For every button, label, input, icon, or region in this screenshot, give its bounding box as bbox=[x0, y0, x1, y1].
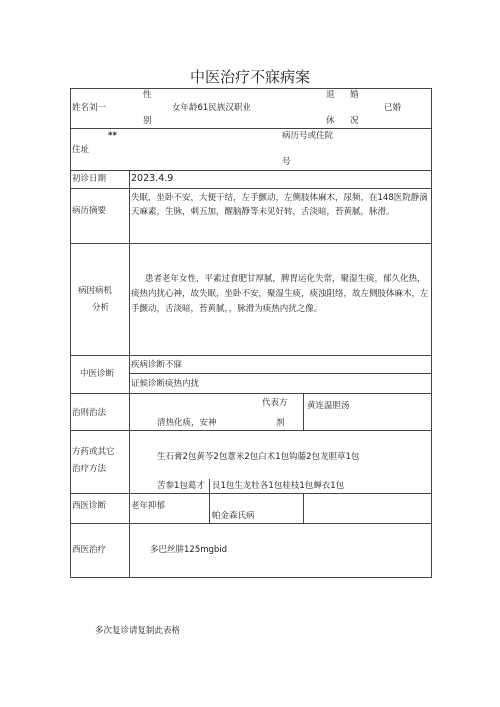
cell-divider bbox=[303, 393, 304, 430]
cell-divider bbox=[209, 479, 210, 523]
occupation-retired-top: 退 bbox=[326, 90, 335, 100]
formula-name: 黄连温胆汤 bbox=[307, 401, 350, 411]
history-label: 病历摘要 bbox=[72, 206, 107, 216]
marital-status: 已婚 bbox=[384, 103, 402, 113]
western-diagnosis-label: 西医诊断 bbox=[72, 501, 107, 511]
history-text: 失眠，坐卧不安，大便干结，左手颤动，左侧肢体麻木，尿频，在148医院静滴天麻素，生脉，刺五加，醒脑静等未见好转，舌淡暗，苔黄腻，脉滑。 bbox=[131, 193, 428, 217]
representative-formula-label-end: 剂 bbox=[276, 418, 285, 428]
prescription-label: 方药或其它 bbox=[72, 447, 115, 457]
row-divider bbox=[70, 430, 432, 431]
tcm-syndrome: 证候诊断痰热内扰 bbox=[131, 379, 200, 389]
row-divider bbox=[70, 188, 432, 189]
western-diagnosis-1: 老年抑郁 bbox=[131, 501, 166, 511]
table-border-right bbox=[431, 88, 432, 578]
record-number-label: 病历号或住院 bbox=[282, 131, 334, 141]
row-divider bbox=[70, 493, 432, 494]
gender-label-bottom: 别 bbox=[143, 116, 152, 126]
row-divider bbox=[70, 523, 432, 524]
table-border-left bbox=[70, 88, 71, 578]
prescription-label-2: 治疗方法 bbox=[72, 464, 107, 474]
prescription-line-2a: 苦参1包葛才 bbox=[157, 481, 205, 491]
treatment-label: 治则治法 bbox=[72, 408, 107, 418]
tcm-diagnosis-label: 中医诊断 bbox=[80, 369, 115, 379]
pathology-text: 患者老年女性，平素过食肥甘厚腻，脾胃运化失常，聚湿生痰，郁久化热，痰热内扰心神，故失眠，坐卧不安，聚湿生痰，痰浊阻络，故左侧肢体麻木，左手颤动，舌淡暗，苔黄腻，，脉滑为痰热内扰之像。 bbox=[131, 274, 429, 314]
row-divider bbox=[70, 128, 432, 129]
age-ethnicity-occupation: 女年龄61民族汉职业 bbox=[172, 103, 251, 113]
western-diagnosis-2: 帕金森氏病 bbox=[212, 511, 255, 521]
row-divider bbox=[70, 170, 432, 171]
label-column-divider bbox=[129, 170, 130, 578]
visit-date-value: 2023.4.9 bbox=[131, 173, 174, 184]
patient-name: 姓名刘一 bbox=[72, 103, 107, 113]
prescription-line-2b: 艮1包生龙牡各1包桂枝1包蝉衣1包 bbox=[212, 481, 345, 491]
row-divider-partial bbox=[129, 373, 432, 374]
pathology-label-2: 分析 bbox=[92, 303, 110, 313]
marital-label-bottom: 况 bbox=[350, 116, 359, 126]
treatment-method: 清热化痰，安神 bbox=[157, 418, 217, 428]
western-treatment-label: 西医治疗 bbox=[72, 545, 107, 555]
address-redacted: ** bbox=[108, 131, 117, 141]
tcm-disease: 疾病诊断不寐 bbox=[131, 360, 183, 370]
representative-formula-label: 代表方 bbox=[262, 398, 288, 408]
row-divider bbox=[70, 243, 432, 244]
table-border-top bbox=[70, 88, 432, 89]
row-divider bbox=[70, 355, 432, 356]
marital-label-top: 婚 bbox=[350, 90, 359, 100]
pathology-label: 病因病机 bbox=[78, 286, 113, 296]
footer-note: 多次复诊请复制此表格 bbox=[95, 626, 181, 636]
occupation-retired-bottom: 休 bbox=[326, 116, 335, 126]
cell-divider bbox=[303, 493, 304, 523]
western-treatment-value: 多巴丝肼125mgbid bbox=[150, 545, 228, 555]
row-divider bbox=[70, 393, 432, 394]
address-label: 住址 bbox=[72, 145, 90, 155]
prescription-line-1: 生石膏2包黄芩2包薏米2包白术1包钩藤2包龙胆草1包 bbox=[157, 452, 360, 462]
record-number-label-end: 号 bbox=[282, 157, 291, 167]
gender-label-top: 性 bbox=[143, 90, 152, 100]
page-title: 中医治疗不寐病案 bbox=[189, 68, 310, 86]
table-border-bottom bbox=[70, 577, 432, 578]
visit-date-label: 初诊日期 bbox=[72, 174, 107, 184]
